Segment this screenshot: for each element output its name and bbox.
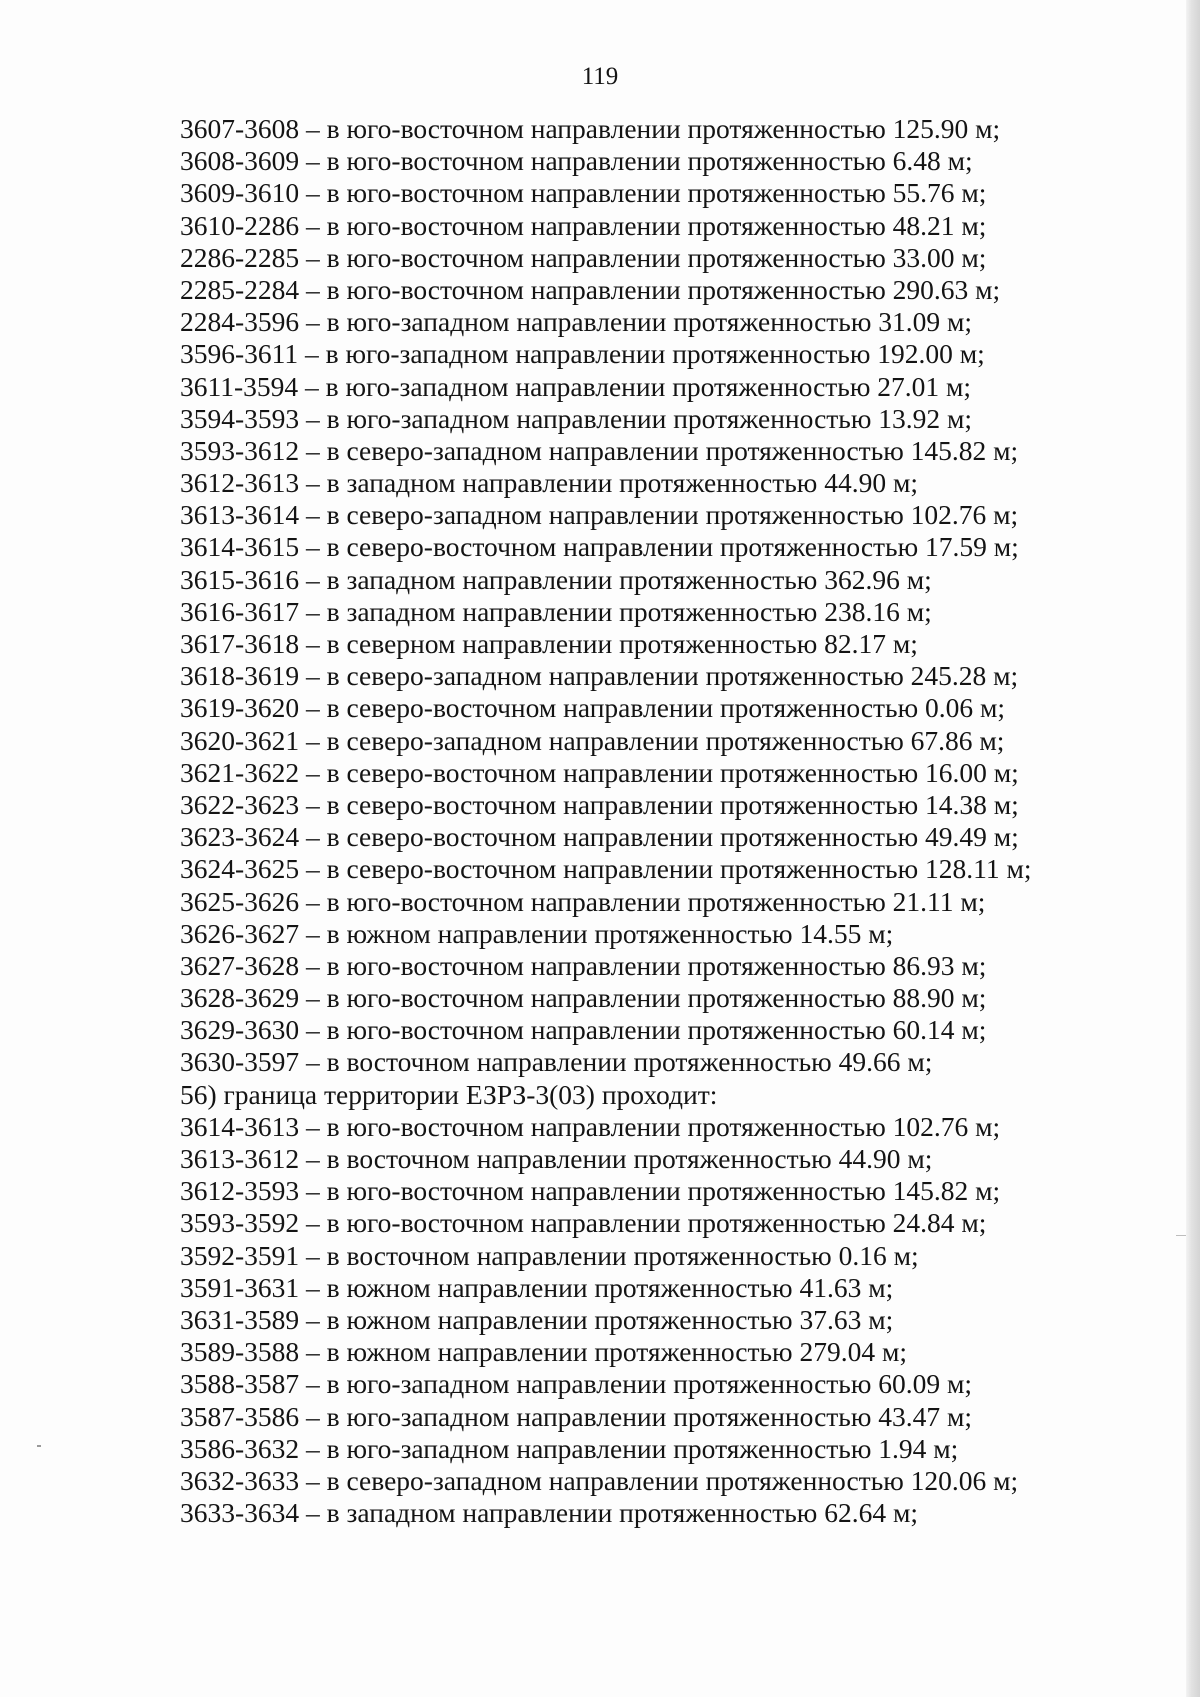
boundary-segment-line: 3610-2286 – в юго-восточном направлении протяженностью 48.21 м;: [180, 209, 987, 241]
boundary-description-list: [180, 113, 1160, 1529]
boundary-segment-line: 3624-3625 – в северо-восточном направлении протяженностью 128.11 м;: [180, 853, 1032, 885]
boundary-segment-line: 3613-3614 – в северо-западном направлении протяженностью 102.76 м;: [180, 499, 1019, 531]
boundary-segment-line: 2286-2285 – в юго-восточном направлении протяженностью 33.00 м;: [180, 241, 987, 273]
boundary-segment-line: 3618-3619 – в северо-западном направлении протяженностью 245.28 м;: [180, 660, 1019, 692]
boundary-segment-line: 3628-3629 – в юго-восточном направлении протяженностью 88.90 м;: [180, 982, 987, 1014]
boundary-segment-line: 3633-3634 – в западном направлении протяженностью 62.64 м;: [180, 1497, 919, 1529]
scan-edge-mark: [1176, 1235, 1186, 1236]
boundary-segment-line: 3608-3609 – в юго-восточном направлении протяженностью 6.48 м;: [180, 145, 973, 177]
boundary-segment-line: 3612-3613 – в западном направлении протяженностью 44.90 м;: [180, 467, 919, 499]
boundary-segment-line: 3593-3592 – в юго-восточном направлении протяженностью 24.84 м;: [180, 1207, 987, 1239]
boundary-segment-line: 2285-2284 – в юго-восточном направлении протяженностью 290.63 м;: [180, 273, 1001, 305]
boundary-segment-line: 3594-3593 – в юго-западном направлении протяженностью 13.92 м;: [180, 402, 973, 434]
boundary-segment-line: 3609-3610 – в юго-восточном направлении протяженностью 55.76 м;: [180, 177, 987, 209]
boundary-segment-line: 3631-3589 – в южном направлении протяженностью 37.63 м;: [180, 1303, 894, 1335]
boundary-segment-line: 3616-3617 – в западном направлении протяженностью 238.16 м;: [180, 595, 932, 627]
boundary-segment-line: 3620-3621 – в северо-западном направлении протяженностью 67.86 м;: [180, 724, 1005, 756]
page-number: 119: [581, 63, 619, 90]
boundary-segment-line: 3629-3630 – в юго-восточном направлении протяженностью 60.14 м;: [180, 1014, 987, 1046]
boundary-segment-line: 3615-3616 – в западном направлении протяженностью 362.96 м;: [180, 563, 932, 595]
boundary-segment-line: 3627-3628 – в юго-восточном направлении протяженностью 86.93 м;: [180, 949, 987, 981]
boundary-segment-line: 3614-3613 – в юго-восточном направлении протяженностью 102.76 м;: [180, 1110, 1001, 1142]
boundary-segment-line: 3622-3623 – в северо-восточном направлении протяженностью 14.38 м;: [180, 788, 1019, 820]
boundary-segment-line: 3593-3612 – в северо-западном направлении протяженностью 145.82 м;: [180, 434, 1019, 466]
scan-edge-shadow: [1186, 0, 1200, 1697]
boundary-segment-line: 3613-3612 – в восточном направлении протяженностью 44.90 м;: [180, 1143, 933, 1174]
boundary-segment-line: 3589-3588 – в южном направлении протяженностью 279.04 м;: [180, 1336, 908, 1368]
boundary-segment-line: 3626-3627 – в южном направлении протяженностью 14.55 м;: [180, 917, 894, 949]
boundary-segment-line: 3607-3608 – в юго-восточном направлении протяженностью 125.90 м;: [180, 113, 1001, 144]
boundary-segment-line: 3596-3611 – в юго-западном направлении протяженностью 192.00 м;: [180, 338, 985, 370]
boundary-segment-line: 3632-3633 – в северо-западном направлении протяженностью 120.06 м;: [180, 1464, 1019, 1496]
scan-speck: [37, 1445, 41, 1447]
boundary-segment-line: 3592-3591 – в восточном направлении протяженностью 0.16 м;: [180, 1239, 919, 1271]
boundary-segment-line: 3591-3631 – в южном направлении протяженностью 41.63 м;: [180, 1271, 894, 1303]
boundary-segment-line: 3619-3620 – в северо-восточном направлении протяженностью 0.06 м;: [180, 692, 1006, 724]
boundary-segment-line: 3612-3593 – в юго-восточном направлении протяженностью 145.82 м;: [180, 1175, 1001, 1207]
boundary-segment-line: 3588-3587 – в юго-западном направлении протяженностью 60.09 м;: [180, 1368, 973, 1400]
boundary-segment-line: 3614-3615 – в северо-восточном направлении протяженностью 17.59 м;: [180, 531, 1019, 563]
boundary-segment-line: 2284-3596 – в юго-западном направлении протяженностью 31.09 м;: [180, 306, 973, 338]
boundary-segment-line: 3630-3597 – в восточном направлении протяженностью 49.66 м;: [180, 1046, 933, 1078]
boundary-segment-line: 3587-3586 – в юго-западном направлении протяженностью 43.47 м;: [180, 1400, 973, 1432]
section-heading: 56) граница территории ЕЗРЗ-3(03) проходит:: [180, 1078, 718, 1110]
boundary-segment-line: 3623-3624 – в северо-восточном направлении протяженностью 49.49 м;: [180, 821, 1019, 853]
boundary-segment-line: 3611-3594 – в юго-западном направлении протяженностью 27.01 м;: [180, 370, 972, 402]
boundary-segment-line: 3621-3622 – в северо-восточном направлении протяженностью 16.00 м;: [180, 756, 1019, 788]
boundary-segment-line: 3625-3626 – в юго-восточном направлении протяженностью 21.11 м;: [180, 885, 986, 917]
boundary-segment-line: 3586-3632 – в юго-западном направлении протяженностью 1.94 м;: [180, 1432, 959, 1464]
boundary-segment-line: 3617-3618 – в северном направлении протяженностью 82.17 м;: [180, 628, 918, 659]
